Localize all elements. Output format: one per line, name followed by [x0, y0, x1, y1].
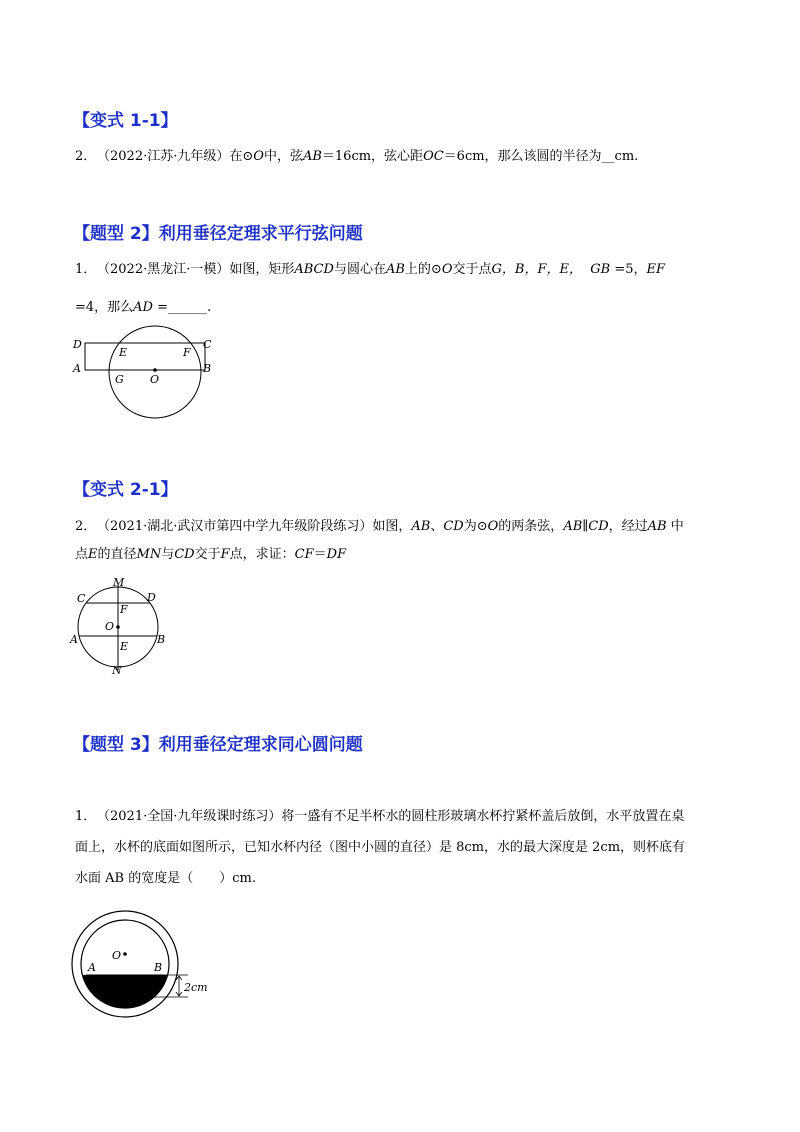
question-variant-2-1-line-1: 2．（2021·湖北·武汉市第四中学九年级阶段练习）如图，AB、CD为⊙O的两条弦，AB∥CD，经过AB 中 [75, 519, 684, 534]
fig3-label-A: A [88, 961, 96, 974]
fig1-circle [109, 326, 201, 418]
fig3-center-dot [123, 952, 127, 956]
fig1-label-F: F [183, 346, 191, 359]
fig2-label-B: B [157, 633, 166, 646]
fig2-label-F: F [120, 603, 128, 616]
heading-type-3: 【题型 3】利用垂径定理求同心圆问题 [73, 735, 363, 755]
heading-variant-2-1: 【变式 2-1】 [73, 480, 178, 500]
fig3-label-depth: 2cm [184, 981, 208, 994]
question-type-3-line-3: 水面 AB 的宽度是（ ）cm. [75, 871, 256, 886]
fig1-label-B: B [203, 362, 212, 375]
fig2-label-C: C [77, 592, 86, 605]
question-variant-2-1-line-2: 点E的直径MN与CD交于F点，求证：CF＝DF [75, 547, 347, 562]
figure-rectangle-circle [60, 320, 230, 420]
question-type-2-line-1: 1．（2022·黑龙江·一模）如图，矩形ABCD与圆心在AB上的⊙O交于点G，B，F，E， GB =5，EF [75, 262, 665, 277]
figure-cup-cross-section [68, 903, 228, 1038]
fig1-label-A: A [73, 362, 81, 375]
question-type-2-line-2: =4，那么AD =______. [75, 300, 212, 315]
fig2-label-A: A [70, 633, 78, 646]
fig3-label-B: B [154, 961, 163, 974]
fig2-label-D: D [147, 591, 156, 604]
fig1-center-dot [153, 368, 157, 372]
heading-variant-1-1: 【变式 1-1】 [73, 111, 178, 131]
fig1-label-C: C [203, 338, 212, 351]
fig1-label-O: O [150, 373, 160, 386]
question-type-2 [75, 261, 665, 317]
fig1-label-D: D [73, 338, 82, 351]
fig2-label-E: E [120, 640, 129, 653]
fig2-label-N: N [112, 664, 122, 677]
fig2-label-M: M [113, 576, 125, 589]
question-variant-1-1: 2．（2022·江苏·九年级）在⊙O中，弦AB＝16cm，弦心距OC＝6cm，那么该圆的半径为__cm. [75, 149, 639, 164]
question-type-3 [75, 808, 685, 888]
fig2-center-dot [116, 625, 120, 629]
fig3-label-O: O [112, 949, 122, 962]
fig1-label-E: E [119, 346, 128, 359]
question-type-3-line-2: 面上，水杯的底面如图所示，已知水杯内径（图中小圆的直径）是 8cm，水的最大深度是 2cm，则杯底有 [75, 840, 686, 855]
question-type-3-line-1: 1．（2021·全国·九年级课时练习）将一盛有不足半杯水的圆柱形玻璃水杯拧紧杯盖后放倒，水平放置在桌 [75, 809, 685, 824]
fig3-water [78, 975, 173, 1015]
fig1-label-G: G [115, 373, 124, 386]
heading-type-2: 【题型 2】利用垂径定理求平行弦问题 [73, 224, 363, 244]
figure-parallel-chords [70, 575, 180, 685]
fig2-label-O: O [105, 620, 115, 633]
question-variant-2-1 [75, 518, 684, 564]
